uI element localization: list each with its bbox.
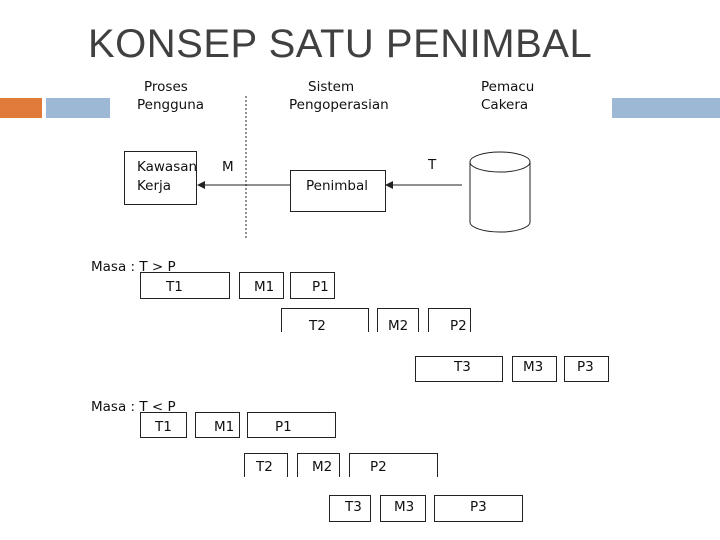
label-t: T <box>428 157 437 173</box>
case1-row2-p: P2 <box>450 318 467 334</box>
buffer-label: Penimbal <box>306 178 369 194</box>
case1-row3-t: T3 <box>454 359 471 375</box>
case2-row1-p: P1 <box>275 419 292 435</box>
case1-row1-t-box <box>140 272 230 299</box>
case2-row3-t: T3 <box>345 499 362 515</box>
case1-label: Masa : T > P <box>91 259 176 275</box>
case1-row1-m: M1 <box>254 279 275 295</box>
case1-row1-t: T1 <box>166 279 183 295</box>
header-os-line1: Sistem <box>308 79 355 95</box>
workspace-label-line2: Kerja <box>137 178 172 194</box>
case2-row1-m: M1 <box>214 419 235 435</box>
case2-row1-t: T1 <box>155 419 172 435</box>
case2-label: Masa : T < P <box>91 399 176 415</box>
case2-row2-p-box <box>349 453 438 477</box>
case2-row2-p: P2 <box>370 459 387 475</box>
header-user-process-line2: Pengguna <box>137 97 205 113</box>
case2-row2-t: T2 <box>256 459 273 475</box>
header-user-process-line1: Proses <box>144 79 188 95</box>
case1-row2-m: M2 <box>388 318 409 334</box>
header-disk-line2: Cakera <box>481 97 529 113</box>
slide-title: KONSEP SATU PENIMBAL <box>88 22 593 66</box>
disk-cylinder-icon <box>470 152 530 232</box>
case1-row3-p: P3 <box>577 359 594 375</box>
case2-row3-p: P3 <box>470 499 487 515</box>
header-os-line2: Pengoperasian <box>289 97 389 113</box>
workspace-label-line1: Kawasan <box>137 159 198 175</box>
case2-row3-m: M3 <box>394 499 415 515</box>
case1-row3-m: M3 <box>523 359 544 375</box>
case1-row1-p: P1 <box>312 279 329 295</box>
label-m: M <box>222 159 234 175</box>
case1-row2-t: T2 <box>309 318 326 334</box>
case2-row2-m: M2 <box>312 459 333 475</box>
header-disk-line1: Pemacu <box>481 79 535 95</box>
